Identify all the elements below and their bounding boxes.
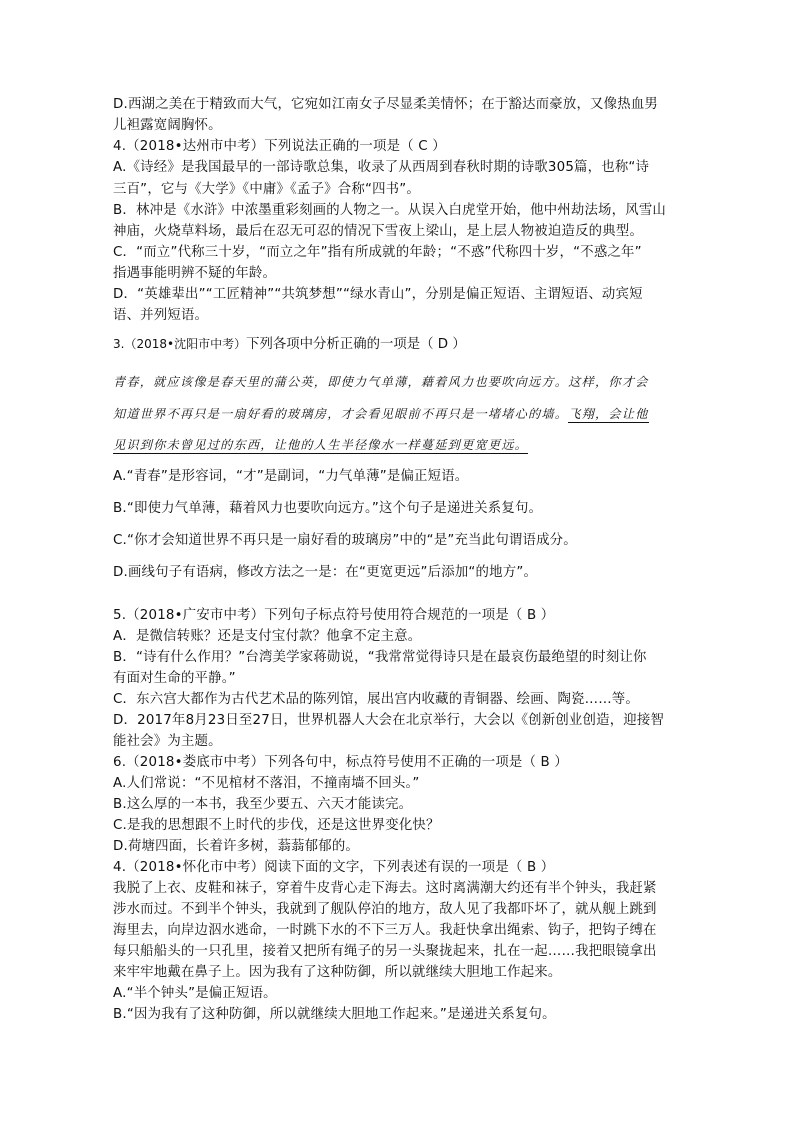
question-huaihua-line: 每只船船头的一只孔里，接着又把所有绳子的另一头聚拢起来，扎在一起……我把眼镜拿出 bbox=[113, 944, 657, 959]
question-dazhou-line: D．“英雄辈出”“工匠精神”“共筑梦想”“绿水青山”，分别是偏正短语、主谓短语、动宾短 bbox=[113, 287, 643, 302]
question-loudi-stem: 6.（2018•娄底市中考）下列各句中，标点符号使用不正确的一项是（ B ） bbox=[113, 755, 568, 770]
question-dazhou-line: 语、并列短语。 bbox=[113, 308, 209, 323]
question-shenyang-option: D.画线句子有语病，修改方法之一是：在“更宽更远”后添加“的地方”。 bbox=[113, 565, 538, 580]
question-dazhou-line: 神庙，火烧草料场，最后在忍无可忍的情况下雪夜上梁山，是上层人物被迫造反的典型。 bbox=[113, 224, 644, 239]
question-huaihua-line: 涉水而过。不到半个钟头，我就到了舰队停泊的地方，敌人见了我都吓坏了，就从舰上跳到 bbox=[113, 902, 657, 917]
question-loudi-line: A.人们常说：“不见棺材不落泪，不撞南墙不回头。” bbox=[113, 776, 420, 791]
top-option-d-line-1: D.西湖之美在于精致而大气，它宛如江南女子尽显柔美情怀；在于豁达而豪放，又像热血男 bbox=[113, 97, 658, 112]
question-dazhou-line: 三百”，它与《大学》《中庸》《孟子》合称“四书”。 bbox=[113, 182, 421, 197]
question-guangan-line: B．“诗有什么作用？”台湾美学家蒋勋说，“我常常觉得诗只是在最哀伤最绝望的时刻让你 bbox=[113, 650, 647, 665]
question-dazhou-stem: 4.（2018•达州市中考）下列说法正确的一项是（ C ） bbox=[113, 139, 446, 154]
question-huaihua-line: 我脱了上衣、皮鞋和袜子，穿着牛皮背心走下海去。这时离满潮大约还有半个钟头，我赶紧 bbox=[113, 881, 657, 896]
question-huaihua-stem: 4.（2018•怀化市中考）阅读下面的文字，下列表述有误的一项是（ B ） bbox=[113, 860, 555, 875]
passage-line: 青春，就应该像是春天里的蒲公英，即使力气单薄，藉着风力也要吹向远方。这样，你才会 bbox=[113, 375, 649, 389]
question-shenyang-source: （2018•沈阳市中考） bbox=[124, 337, 247, 351]
question-loudi-line: C.是我的思想跟不上时代的步伐，还是这世界变化快？ bbox=[113, 818, 440, 833]
question-dazhou-line: 指遇事能明辨不疑的年龄。 bbox=[113, 266, 277, 281]
question-shenyang-option: A.“青春”是形容词，“才”是副词，“力气单薄”是偏正短语。 bbox=[113, 469, 469, 484]
question-shenyang-option: B.“即使力气单薄，藉着风力也要吹向远方。”这个句子是递进关系复句。 bbox=[113, 501, 543, 516]
question-huaihua-line: 来牢牢地戴在鼻子上。因为我有了这种防御，所以就继续大胆地工作起来。 bbox=[113, 965, 562, 980]
underlined-sentence-end: 见识到你未曾见过的东西，让他的人生半径像水一样蔓延到更宽更远。 bbox=[113, 438, 529, 452]
question-loudi-line: D.荷塘四面，长着许多树，蓊蓊郁郁的。 bbox=[113, 839, 360, 854]
question-guangan-line: C．东六宫大都作为古代艺术品的陈列馆，展出宫内收藏的青铜器、绘画、陶瓷……等。 bbox=[113, 692, 639, 707]
question-huaihua-line: A.“半个钟头”是偏正短语。 bbox=[113, 986, 277, 1001]
question-shenyang-number: 3. bbox=[113, 337, 125, 351]
question-huaihua-line: B.“因为我有了这种防御，所以就继续大胆地工作起来。”是递进关系复句。 bbox=[113, 1007, 556, 1022]
question-shenyang-stem-row bbox=[113, 334, 466, 355]
top-option-d-line-2: 儿袒露宽阔胸怀。 bbox=[113, 118, 222, 133]
passage-line-row bbox=[113, 435, 528, 455]
question-guangan-stem: 5.（2018•广安市中考）下列句子标点符号使用符合规范的一项是（ B ） bbox=[113, 608, 555, 623]
question-huaihua-line: 海里去，向岸边泅水逃命，一时跳下水的不下三万人。我赶快拿出绳索、钩子，把钩子缚在 bbox=[113, 923, 657, 938]
question-dazhou-line: C．“而立”代称三十岁，“而立之年”指有所成就的年龄；“不惑”代称四十岁，“不惑之年” bbox=[113, 245, 642, 260]
question-shenyang-stem: 下列各项中分析正确的一项是（ D ） bbox=[246, 337, 466, 352]
question-dazhou-line: B．林冲是《水浒》中浓墨重彩刻画的人物之一。从误入白虎堂开始，他中州劫法场，风雪山 bbox=[113, 203, 667, 218]
passage-line-row bbox=[113, 404, 649, 424]
question-guangan-line: A．是微信转账？还是支付宝付款？他拿不定主意。 bbox=[113, 629, 422, 644]
passage-line: 知道世界不再只是一扇好看的玻璃房，才会看见眼前不再只是一堵堵心的墙。 bbox=[113, 407, 569, 421]
question-shenyang-option: C.“你才会知道世界不再只是一扇好看的玻璃房”中的“是”充当此句谓语成分。 bbox=[113, 533, 577, 548]
question-dazhou-line: A.《诗经》是我国最早的一部诗歌总集，收录了从西周到春秋时期的诗歌305篇，也称“诗 bbox=[113, 160, 650, 175]
question-guangan-line: D．2017年8月23日至27日，世界机器人大会在北京举行，大会以《创新创业创造，迎接智 bbox=[113, 713, 665, 728]
underlined-sentence-start: 飞翔，会让他 bbox=[568, 407, 649, 421]
question-loudi-line: B.这么厚的一本书，我至少要五、六天才能读完。 bbox=[113, 797, 413, 812]
question-guangan-line: 能社会》为主题。 bbox=[113, 734, 222, 749]
question-guangan-line: 有面对生命的平静。” bbox=[113, 671, 236, 686]
